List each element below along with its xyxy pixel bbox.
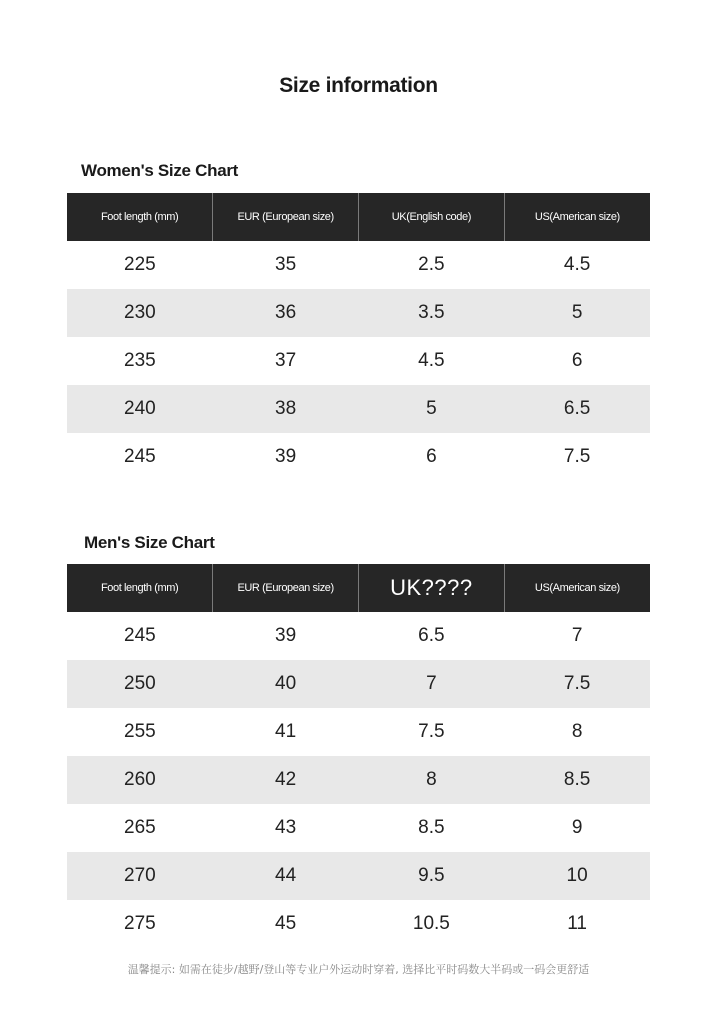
cell-eur: 36: [213, 289, 359, 337]
table-row: [67, 708, 650, 756]
cell-eur: 43: [213, 804, 359, 852]
table-row: [67, 289, 650, 337]
cell-foot-length: 275: [67, 900, 213, 948]
cell-us: 8: [504, 708, 650, 756]
cell-eur: 38: [213, 385, 359, 433]
header-foot-length: Foot length (mm): [67, 193, 213, 241]
cell-foot-length: 240: [67, 385, 213, 433]
mens-size-table: [67, 564, 650, 948]
cell-foot-length: 260: [67, 756, 213, 804]
cell-us: 7: [504, 612, 650, 660]
table-header-row: [67, 193, 650, 241]
cell-uk: 6: [359, 433, 505, 481]
table-header-row: [67, 564, 650, 612]
cell-uk: 5: [359, 385, 505, 433]
cell-us: 5: [504, 289, 650, 337]
cell-us: 4.5: [504, 241, 650, 289]
footnote-tip: 温馨提示: 如需在徒步/越野/登山等专业户外运动时穿着, 选择比平时码数大半码或一码会更舒适: [127, 963, 590, 976]
table-row: [67, 804, 650, 852]
table-row: [67, 900, 650, 948]
cell-foot-length: 245: [67, 433, 213, 481]
table-row: [67, 852, 650, 900]
cell-foot-length: 230: [67, 289, 213, 337]
header-foot-length: Foot length (mm): [67, 564, 213, 612]
cell-uk: 2.5: [359, 241, 505, 289]
cell-uk: 7.5: [359, 708, 505, 756]
cell-uk: 9.5: [359, 852, 505, 900]
cell-foot-length: 225: [67, 241, 213, 289]
cell-uk: 8: [359, 756, 505, 804]
header-us: US(American size): [504, 564, 650, 612]
cell-uk: 8.5: [359, 804, 505, 852]
cell-foot-length: 245: [67, 612, 213, 660]
cell-eur: 39: [213, 612, 359, 660]
header-eur: EUR (European size): [213, 193, 359, 241]
cell-foot-length: 235: [67, 337, 213, 385]
cell-us: 10: [504, 852, 650, 900]
cell-eur: 45: [213, 900, 359, 948]
table-row: [67, 337, 650, 385]
cell-us: 6.5: [504, 385, 650, 433]
mens-size-chart-title: Men's Size Chart: [84, 533, 215, 552]
cell-foot-length: 270: [67, 852, 213, 900]
cell-foot-length: 265: [67, 804, 213, 852]
table-row: [67, 433, 650, 481]
cell-us: 6: [504, 337, 650, 385]
cell-us: 7.5: [504, 660, 650, 708]
cell-foot-length: 250: [67, 660, 213, 708]
womens-size-table: [67, 193, 650, 481]
cell-eur: 39: [213, 433, 359, 481]
cell-uk: 10.5: [359, 900, 505, 948]
cell-uk: 3.5: [359, 289, 505, 337]
header-uk: UK(English code): [359, 193, 505, 241]
cell-uk: 7: [359, 660, 505, 708]
cell-foot-length: 255: [67, 708, 213, 756]
cell-uk: 4.5: [359, 337, 505, 385]
cell-eur: 35: [213, 241, 359, 289]
cell-us: 8.5: [504, 756, 650, 804]
cell-us: 11: [504, 900, 650, 948]
cell-eur: 42: [213, 756, 359, 804]
cell-eur: 37: [213, 337, 359, 385]
womens-size-chart-title: Women's Size Chart: [81, 161, 239, 180]
cell-eur: 44: [213, 852, 359, 900]
table-row: [67, 660, 650, 708]
cell-eur: 40: [213, 660, 359, 708]
cell-eur: 41: [213, 708, 359, 756]
cell-us: 7.5: [504, 433, 650, 481]
header-uk: UK????: [359, 564, 505, 612]
table-row: [67, 241, 650, 289]
table-row: [67, 385, 650, 433]
header-eur: EUR (European size): [213, 564, 359, 612]
table-row: [67, 612, 650, 660]
cell-us: 9: [504, 804, 650, 852]
cell-uk: 6.5: [359, 612, 505, 660]
header-us: US(American size): [504, 193, 650, 241]
table-row: [67, 756, 650, 804]
page-title: Size information: [279, 74, 438, 97]
